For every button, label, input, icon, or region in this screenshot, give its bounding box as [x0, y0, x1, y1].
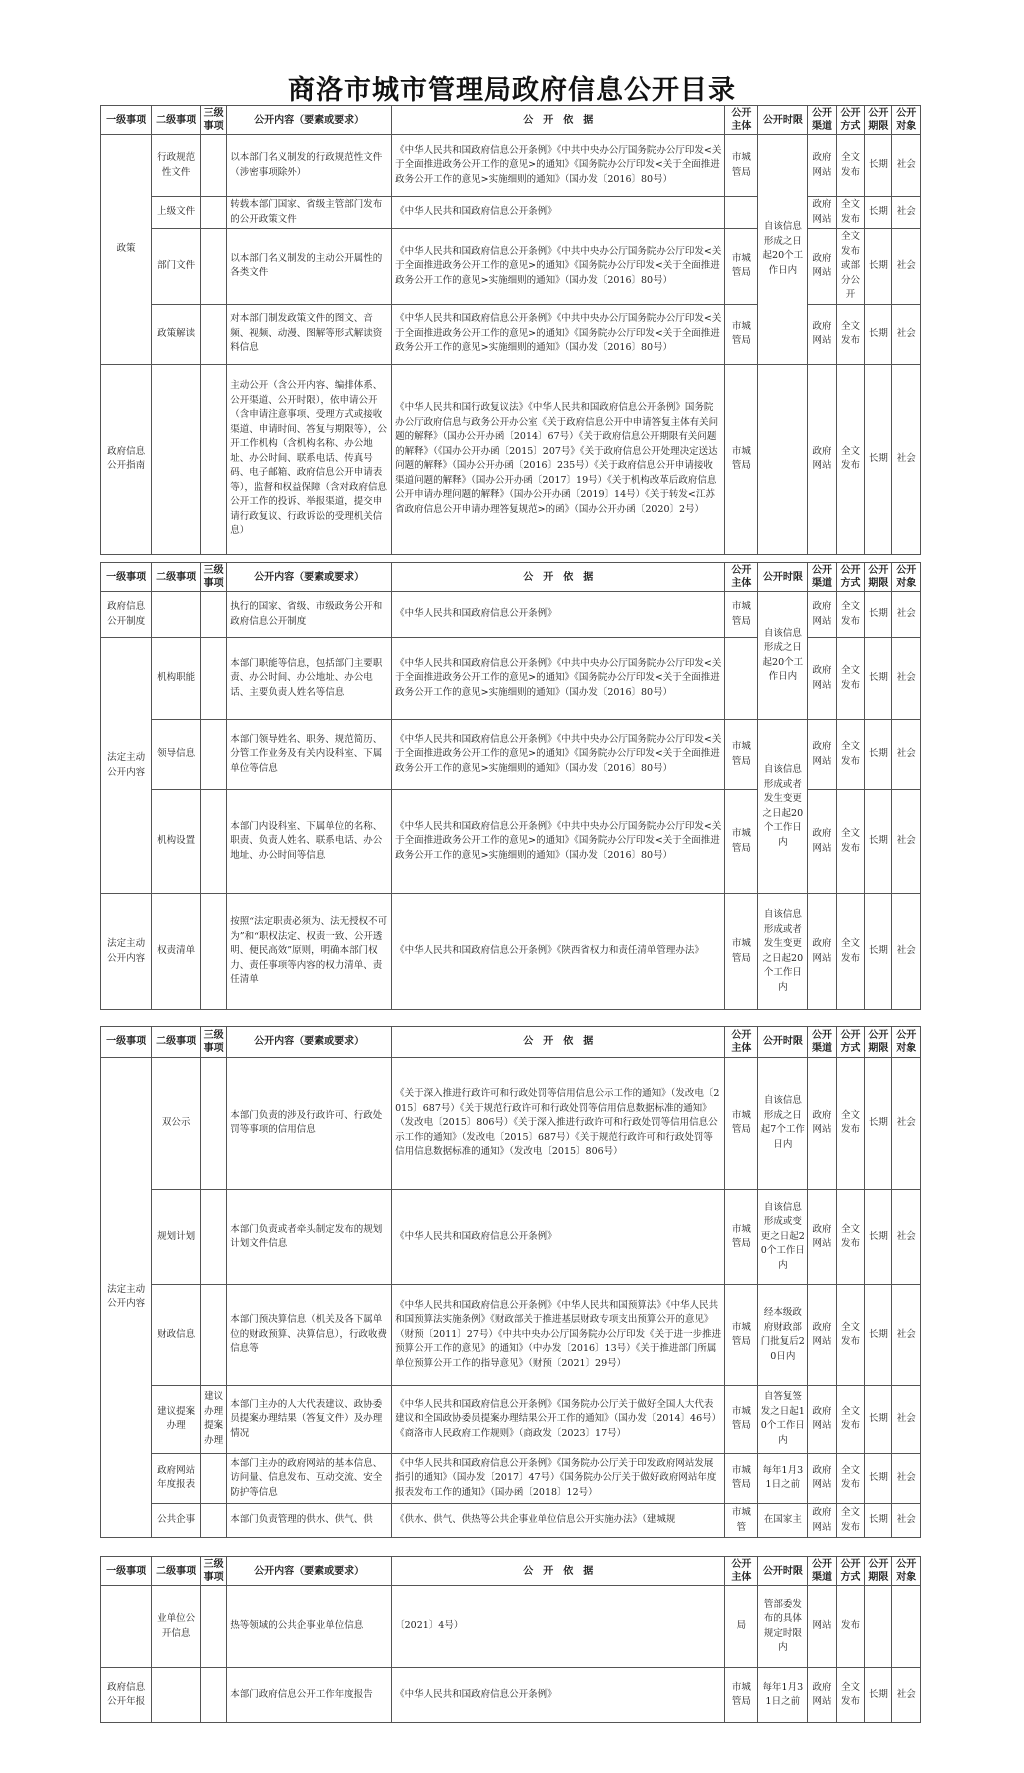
- method-cell: 全文发布: [836, 197, 864, 229]
- table-row: [101, 720, 921, 790]
- basis-cell: 《中华人民共和国政府信息公开条例》《中华人民共和国预算法》《中华人民共和国预算法实施条例》《财政部关于推进基层财政专项支出预算公开的意见》（财预〔2011〕27号）《中共中央办公厅国务院办公厅印发《关于进一步推进预算公开工作的意见》的通知》（中办发〔2016〕13号）《关于推进部门所属单位预算公开工作的指导意见》（财预〔2021〕29号）: [392, 1285, 725, 1386]
- header-channel: 公开渠道: [808, 563, 836, 592]
- content-cell: 本部门领导姓名、职务、规范简历、分管工作业务及有关内设科室、下属单位等信息: [227, 720, 392, 790]
- level2-cell: 上级文件: [152, 197, 201, 229]
- time-cell: 每年1月31日之前: [758, 1453, 808, 1504]
- object-cell: 社会: [892, 638, 921, 720]
- level1-cell: 政府信息公开制度: [101, 592, 152, 638]
- subject-cell: 市城管局: [725, 1668, 758, 1723]
- method-cell: 发布: [836, 1586, 864, 1668]
- content-cell: 本部门负责管理的供水、供气、供: [227, 1504, 392, 1538]
- header-channel: 公开渠道: [808, 106, 836, 135]
- basis-cell: 《中华人民共和国政府信息公开条例》《中共中央办公厅国务院办公厅印发<关于全面推进政务公开工作的意见>的通知》《国务院办公厅印发<关于全面推进政务公开工作的意见>实施细则的通知》（国办发〔2016〕80号）: [392, 135, 725, 197]
- level1-cell: 法定主动公开内容: [101, 1057, 152, 1537]
- level3-cell: [201, 304, 227, 364]
- content-cell: 本部门主办的人大代表建议、政协委员提案办理结果（答复文件）及办理情况: [227, 1386, 392, 1453]
- basis-cell: 《中华人民共和国政府信息公开条例》《陕西省权力和责任清单管理办法》: [392, 894, 725, 1010]
- object-cell: 社会: [892, 135, 921, 197]
- content-cell: 本部门内设科室、下属单位的名称、职责、负责人姓名、联系电话、办公地址、办公时间等信息: [227, 790, 392, 894]
- header-l2: 二级事项: [152, 1557, 201, 1586]
- table-row: [101, 592, 921, 638]
- level2-cell: 建议提案办理: [152, 1386, 201, 1453]
- object-cell: [892, 1586, 921, 1668]
- method-cell: 全文发布: [836, 1285, 864, 1386]
- level3-cell: [201, 1586, 227, 1668]
- object-cell: 社会: [892, 894, 921, 1010]
- header-subject: 公开主体: [725, 1557, 758, 1586]
- basis-cell: 《中华人民共和国政府信息公开条例》《国务院办公厅关于印发政府网站发展指引的通知》（国办发〔2017〕47号）《国务院办公厅关于做好政府网站年度报表发布工作的通知》（国办函〔2018〕12号）: [392, 1453, 725, 1504]
- time-cell: 自该信息形成或者发生变更之日起20个工作日内: [758, 720, 808, 894]
- subject-cell: 市城管: [725, 1504, 758, 1538]
- basis-cell: 《中华人民共和国行政复议法》《中华人民共和国政府信息公开条例》国务院办公厅政府信息与政务公开办公室《关于政府信息公开中申请答复主体有关问题的解释》（国办公开办函〔2014〕67号）《关于政府信息公开期限有关问题的解释》（《国办公开办函〔2015〕207号》《关于政府信息公开处理决定送达问题的解释》（国办公开办函〔2016〕235号）《关于政府信息公开申请接收渠道问题的解释》（国办公开办函〔2017〕19号）《关于机构改革后政府信息公开申请办理问题的解释》（国办公开办函〔2019〕14号）《关于转发<江苏省政府信息公开申请办理答复规范>的函》（国办公开办函〔2020〕2号）: [392, 364, 725, 554]
- basis-cell: 《中华人民共和国政府信息公开条例》《中共中央办公厅国务院办公厅印发<关于全面推进政务公开工作的意见>的通知》《国务院办公厅印发<关于全面推进政务公开工作的意见>实施细则的通知》（国办发〔2016〕80号）: [392, 790, 725, 894]
- header-content: 公开内容（要素或要求）: [227, 106, 392, 135]
- catalog-table-section-1: [100, 105, 921, 555]
- content-cell: 本部门职能等信息，包括部门主要职责、办公时间、办公地址、办公电话、主要负责人姓名等信息: [227, 638, 392, 720]
- period-cell: 长期: [865, 894, 892, 1010]
- level1-cell: 政府信息公开年报: [101, 1668, 152, 1723]
- header-l2: 二级事项: [152, 106, 201, 135]
- subject-cell: 市城管局: [725, 1190, 758, 1285]
- method-cell: 全文发布: [836, 720, 864, 790]
- level2-cell: 部门文件: [152, 229, 201, 305]
- header-channel: 公开渠道: [808, 1557, 836, 1586]
- object-cell: 社会: [892, 592, 921, 638]
- channel-cell: 网站: [808, 1586, 836, 1668]
- method-cell: 全文发布: [836, 304, 864, 364]
- level2-cell: 规划计划: [152, 1190, 201, 1285]
- header-method: 公开方式: [836, 1557, 864, 1586]
- header-object: 公开对象: [892, 1557, 921, 1586]
- subject-cell: 市城管局: [725, 894, 758, 1010]
- channel-cell: 政府网站: [808, 1285, 836, 1386]
- level3-cell: [201, 638, 227, 720]
- period-cell: 长期: [865, 1285, 892, 1386]
- header-l1: 一级事项: [101, 106, 152, 135]
- object-cell: 社会: [892, 1668, 921, 1723]
- header-subject: 公开主体: [725, 106, 758, 135]
- channel-cell: 政府网站: [808, 638, 836, 720]
- period-cell: 长期: [865, 1057, 892, 1190]
- header-method: 公开方式: [836, 563, 864, 592]
- header-subject: 公开主体: [725, 1027, 758, 1058]
- subject-cell: [725, 638, 758, 720]
- header-row: [101, 1027, 921, 1058]
- object-cell: 社会: [892, 1190, 921, 1285]
- header-l1: 一级事项: [101, 1027, 152, 1058]
- level2-cell: [152, 1668, 201, 1723]
- header-l2: 二级事项: [152, 563, 201, 592]
- method-cell: 全文发布: [836, 790, 864, 894]
- page-title: 商洛市城市管理局政府信息公开目录: [288, 75, 736, 106]
- header-period: 公开期限: [865, 1027, 892, 1058]
- level2-cell: 政策解读: [152, 304, 201, 364]
- header-object: 公开对象: [892, 563, 921, 592]
- method-cell: 全文发布: [836, 1057, 864, 1190]
- subject-cell: 市城管局: [725, 1285, 758, 1386]
- channel-cell: 政府网站: [808, 1057, 836, 1190]
- period-cell: 长期: [865, 304, 892, 364]
- period-cell: 长期: [865, 1190, 892, 1285]
- object-cell: 社会: [892, 1285, 921, 1386]
- table-row: [101, 1057, 921, 1190]
- level3-cell: [201, 1285, 227, 1386]
- object-cell: 社会: [892, 1386, 921, 1453]
- level2-cell: 权责清单: [152, 894, 201, 1010]
- level2-cell: 机构设置: [152, 790, 201, 894]
- method-cell: 全文发布: [836, 1190, 864, 1285]
- content-cell: 以本部门名义制发的行政规范性文件（涉密事项除外）: [227, 135, 392, 197]
- catalog-table-section-2: [100, 562, 921, 1010]
- header-row: [101, 563, 921, 592]
- level2-cell: 公共企事: [152, 1504, 201, 1538]
- level3-cell: [201, 1453, 227, 1504]
- channel-cell: 政府网站: [808, 1504, 836, 1538]
- header-l1: 一级事项: [101, 563, 152, 592]
- header-time: 公开时限: [758, 106, 808, 135]
- header-time: 公开时限: [758, 1027, 808, 1058]
- table-row: [101, 1190, 921, 1285]
- subject-cell: 市城管局: [725, 304, 758, 364]
- level2-cell: 财政信息: [152, 1285, 201, 1386]
- level2-cell: 机构职能: [152, 638, 201, 720]
- content-cell: 本部门主办的政府网站的基本信息、访问量、信息发布、互动交流、安全防护等信息: [227, 1453, 392, 1504]
- period-cell: 长期: [865, 135, 892, 197]
- level1-policy: 政策: [101, 135, 152, 365]
- subject-cell: 局: [725, 1586, 758, 1668]
- period-cell: 长期: [865, 1504, 892, 1538]
- level3-cell: [201, 1668, 227, 1723]
- method-cell: 全文发布: [836, 1453, 864, 1504]
- table-row: [101, 1668, 921, 1723]
- object-cell: 社会: [892, 720, 921, 790]
- content-cell: 按照“法定职责必须为、法无授权不可为”和“职权法定、权责一致、公开透明、便民高效”原则，明确本部门权力、责任事项等内容的权力清单、责任清单: [227, 894, 392, 1010]
- header-period: 公开期限: [865, 563, 892, 592]
- method-cell: 全文发布或部分公开: [836, 229, 864, 305]
- channel-cell: 政府网站: [808, 592, 836, 638]
- content-cell: 转载本部门国家、省级主管部门发布的公开政策文件: [227, 197, 392, 229]
- header-period: 公开期限: [865, 106, 892, 135]
- level3-cell: [201, 790, 227, 894]
- basis-cell: 《关于深入推进行政许可和行政处罚等信用信息公示工作的通知》（发改电〔2015〕687号）《关于规范行政许可和行政处罚等信用信息数据标准的通知》（发改电〔2015〕806号）《关于深入推进行政许可和行政处罚等信用信息公示工作的通知》（发改电〔2015〕687号）《关于规范行政许可和行政处罚等信用信息数据标准的通知》（发改电〔2015〕806号）: [392, 1057, 725, 1190]
- method-cell: 全文发布: [836, 1668, 864, 1723]
- table-row: [101, 1386, 921, 1453]
- subject-cell: 市城管局: [725, 364, 758, 554]
- basis-cell: 《中华人民共和国政府信息公开条例》: [392, 1190, 725, 1285]
- basis-cell: 《中华人民共和国政府信息公开条例》《国务院办公厅关于做好全国人大代表建议和全国政协委员提案办理结果公开工作的通知》（国办发〔2014〕46号）《商洛市人民政府工作规则》（商政发〔2023〕17号）: [392, 1386, 725, 1453]
- period-cell: 长期: [865, 790, 892, 894]
- subject-cell: 市城管局: [725, 1453, 758, 1504]
- object-cell: 社会: [892, 790, 921, 894]
- period-cell: 长期: [865, 720, 892, 790]
- content-cell: 主动公开（含公开内容、编排体系、公开渠道、公开时限），依申请公开（含申请注意事项、受理方式或接收渠道、申请时间、答复与期限等），公开工作机构（含机构名称、办公地址、办公时间、联系电话、传真号码、电子邮箱、政府信息公开申请表等），监督和权益保障（含对政府信息公开工作的投诉、举报渠道，提交申请行政复议、行政诉讼的受理机关信息）: [227, 364, 392, 554]
- level3-cell: [201, 894, 227, 1010]
- method-cell: 全文发布: [836, 135, 864, 197]
- subject-cell: 市城管局: [725, 229, 758, 305]
- method-cell: 全文发布: [836, 894, 864, 1010]
- time-cell: 自该信息形成之日起20个工作日内: [758, 135, 808, 365]
- table-row: [101, 1586, 921, 1668]
- basis-cell: 《供水、供气、供热等公共企事业单位信息公开实施办法》（建城规: [392, 1504, 725, 1538]
- header-l3: 三级事项: [201, 1557, 227, 1586]
- basis-cell: 《中华人民共和国政府信息公开条例》《中共中央办公厅国务院办公厅印发<关于全面推进政务公开工作的意见>的通知》《国务院办公厅印发<关于全面推进政务公开工作的意见>实施细则的通知》（国办发〔2016〕80号）: [392, 304, 725, 364]
- level1-cell: 法定主动公开内容: [101, 638, 152, 894]
- subject-cell: 市城管局: [725, 1057, 758, 1190]
- channel-cell: 政府网站: [808, 1453, 836, 1504]
- header-content: 公开内容（要素或要求）: [227, 563, 392, 592]
- level2-cell: 领导信息: [152, 720, 201, 790]
- period-cell: 长期: [865, 638, 892, 720]
- basis-cell: 《中华人民共和国政府信息公开条例》《中共中央办公厅国务院办公厅印发<关于全面推进政务公开工作的意见>的通知》《国务院办公厅印发<关于全面推进政务公开工作的意见>实施细则的通知》（国办发〔2016〕80号）: [392, 229, 725, 305]
- level3-cell: [201, 592, 227, 638]
- header-object: 公开对象: [892, 106, 921, 135]
- content-cell: 热等领域的公共企事业单位信息: [227, 1586, 392, 1668]
- channel-cell: 政府网站: [808, 304, 836, 364]
- level3-cell: [201, 197, 227, 229]
- content-cell: 本部门预决算信息（机关及各下属单位的财政预算、决算信息），行政收费信息等: [227, 1285, 392, 1386]
- time-cell: [758, 364, 808, 554]
- period-cell: 长期: [865, 1453, 892, 1504]
- method-cell: 全文发布: [836, 592, 864, 638]
- level3-cell: [201, 229, 227, 305]
- header-content: 公开内容（要素或要求）: [227, 1027, 392, 1058]
- object-cell: 社会: [892, 304, 921, 364]
- object-cell: 社会: [892, 364, 921, 554]
- header-row: [101, 106, 921, 135]
- channel-cell: 政府网站: [808, 229, 836, 305]
- object-cell: 社会: [892, 229, 921, 305]
- level3-cell: 建议办理提案办理: [201, 1386, 227, 1453]
- table-row: [101, 894, 921, 1010]
- header-time: 公开时限: [758, 1557, 808, 1586]
- channel-cell: 政府网站: [808, 894, 836, 1010]
- level1-cell: 法定主动公开内容: [101, 894, 152, 1010]
- header-content: 公开内容（要素或要求）: [227, 1557, 392, 1586]
- channel-cell: 政府网站: [808, 364, 836, 554]
- period-cell: 长期: [865, 592, 892, 638]
- level2-cell: 行政规范性文件: [152, 135, 201, 197]
- header-l1: 一级事项: [101, 1557, 152, 1586]
- header-l3: 三级事项: [201, 106, 227, 135]
- subject-cell: 市城管局: [725, 1386, 758, 1453]
- header-l2: 二级事项: [152, 1027, 201, 1058]
- level2-cell: [152, 364, 201, 554]
- object-cell: 社会: [892, 1057, 921, 1190]
- method-cell: 全文发布: [836, 364, 864, 554]
- header-method: 公开方式: [836, 1027, 864, 1058]
- header-row: [101, 1557, 921, 1586]
- time-cell: 管部委发布的具体规定时限内: [758, 1586, 808, 1668]
- period-cell: 长期: [865, 197, 892, 229]
- content-cell: 本部门政府信息公开工作年度报告: [227, 1668, 392, 1723]
- header-time: 公开时限: [758, 563, 808, 592]
- basis-cell: 《中华人民共和国政府信息公开条例》: [392, 1668, 725, 1723]
- level2-cell: 政府网站年度报表: [152, 1453, 201, 1504]
- channel-cell: 政府网站: [808, 1668, 836, 1723]
- basis-cell: 〔2021〕4号）: [392, 1586, 725, 1668]
- time-cell: 自该信息形成或者发生变更之日起20个工作日内: [758, 894, 808, 1010]
- header-basis: 公 开 依 据: [392, 1027, 725, 1058]
- method-cell: 全文发布: [836, 1504, 864, 1538]
- channel-cell: 政府网站: [808, 1190, 836, 1285]
- level1-cell: [101, 1586, 152, 1668]
- content-cell: 本部门负责或者牵头制定发布的规划计划文件信息: [227, 1190, 392, 1285]
- subject-cell: [725, 197, 758, 229]
- level3-cell: [201, 1190, 227, 1285]
- table-row: [101, 364, 921, 554]
- object-cell: 社会: [892, 1453, 921, 1504]
- level3-cell: [201, 1057, 227, 1190]
- header-channel: 公开渠道: [808, 1027, 836, 1058]
- method-cell: 全文发布: [836, 1386, 864, 1453]
- header-object: 公开对象: [892, 1027, 921, 1058]
- level3-cell: [201, 364, 227, 554]
- subject-cell: 市城管局: [725, 790, 758, 894]
- content-cell: 以本部门名义制发的主动公开属性的各类文件: [227, 229, 392, 305]
- header-basis: 公 开 依 据: [392, 106, 725, 135]
- level2-cell: 双公示: [152, 1057, 201, 1190]
- header-subject: 公开主体: [725, 563, 758, 592]
- level3-cell: [201, 135, 227, 197]
- method-cell: 全文发布: [836, 638, 864, 720]
- level3-cell: [201, 1504, 227, 1538]
- channel-cell: 政府网站: [808, 790, 836, 894]
- subject-cell: 市城管局: [725, 135, 758, 197]
- time-cell: 每年1月31日之前: [758, 1668, 808, 1723]
- header-basis: 公 开 依 据: [392, 1557, 725, 1586]
- time-cell: 自该信息形成或变更之日起20个工作日内: [758, 1190, 808, 1285]
- time-cell: 经本级政府财政部门批复后20日内: [758, 1285, 808, 1386]
- subject-cell: 市城管局: [725, 592, 758, 638]
- period-cell: [865, 1586, 892, 1668]
- header-method: 公开方式: [836, 106, 864, 135]
- channel-cell: 政府网站: [808, 1386, 836, 1453]
- basis-cell: 《中华人民共和国政府信息公开条例》《中共中央办公厅国务院办公厅印发<关于全面推进政务公开工作的意见>的通知》《国务院办公厅印发<关于全面推进政务公开工作的意见>实施细则的通知》（国办发〔2016〕80号）: [392, 720, 725, 790]
- header-period: 公开期限: [865, 1557, 892, 1586]
- object-cell: 社会: [892, 197, 921, 229]
- table-row: [101, 1285, 921, 1386]
- period-cell: 长期: [865, 1386, 892, 1453]
- period-cell: 长期: [865, 1668, 892, 1723]
- channel-cell: 政府网站: [808, 720, 836, 790]
- table-row: [101, 135, 921, 197]
- basis-cell: 《中华人民共和国政府信息公开条例》《中共中央办公厅国务院办公厅印发<关于全面推进政务公开工作的意见>的通知》《国务院办公厅印发<关于全面推进政务公开工作的意见>实施细则的通知》（国办发〔2016〕80号）: [392, 638, 725, 720]
- time-cell: 自答复签发之日起10个工作日内: [758, 1386, 808, 1453]
- basis-cell: 《中华人民共和国政府信息公开条例》: [392, 197, 725, 229]
- time-cell: 自该信息形成之日起20个工作日内: [758, 592, 808, 720]
- content-cell: 执行的国家、省级、市级政务公开和政府信息公开制度: [227, 592, 392, 638]
- header-basis: 公 开 依 据: [392, 563, 725, 592]
- period-cell: 长期: [865, 229, 892, 305]
- period-cell: 长期: [865, 364, 892, 554]
- catalog-table-section-4: [100, 1556, 921, 1723]
- basis-cell: 《中华人民共和国政府信息公开条例》: [392, 592, 725, 638]
- header-l3: 三级事项: [201, 563, 227, 592]
- time-cell: 在国家主: [758, 1504, 808, 1538]
- table-row: [101, 1453, 921, 1504]
- level3-cell: [201, 720, 227, 790]
- object-cell: 社会: [892, 1504, 921, 1538]
- catalog-table-section-3: [100, 1026, 921, 1538]
- header-l3: 三级事项: [201, 1027, 227, 1058]
- content-cell: 对本部门制发政策文件的图文、音频、视频、动漫、图解等形式解读资料信息: [227, 304, 392, 364]
- channel-cell: 政府网站: [808, 197, 836, 229]
- table-row: [101, 1504, 921, 1538]
- level1-cell: 政府信息公开指南: [101, 364, 152, 554]
- subject-cell: 市城管局: [725, 720, 758, 790]
- channel-cell: 政府网站: [808, 135, 836, 197]
- time-cell: 自该信息形成之日起7个工作日内: [758, 1057, 808, 1190]
- level2-cell: 业单位公开信息: [152, 1586, 201, 1668]
- level2-cell: [152, 592, 201, 638]
- content-cell: 本部门负责的涉及行政许可、行政处罚等事项的信用信息: [227, 1057, 392, 1190]
